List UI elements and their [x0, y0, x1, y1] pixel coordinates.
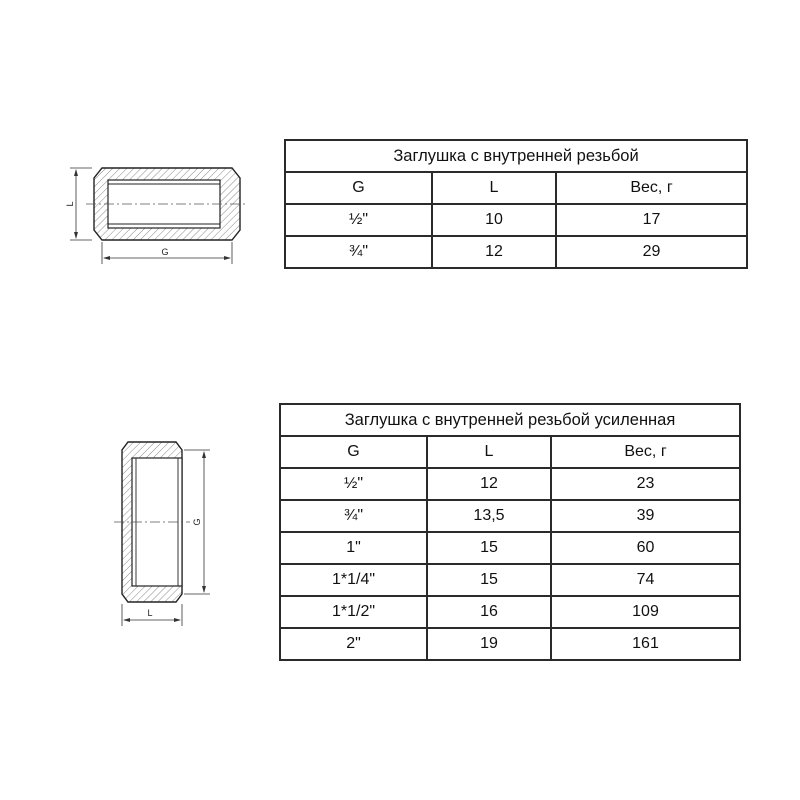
cell-weight: 74 [551, 564, 740, 596]
dimension-label-g: G [161, 247, 169, 257]
cell-l: 19 [427, 628, 551, 660]
table-row [280, 596, 740, 628]
table-title-row [280, 404, 740, 436]
cell-l: 12 [427, 468, 551, 500]
column-header-weight: Вес, г [556, 172, 747, 204]
table-title-row [285, 140, 747, 172]
cell-weight: 23 [551, 468, 740, 500]
table-title: Заглушка с внутренней резьбой усиленная [280, 404, 740, 436]
column-header-weight: Вес, г [551, 436, 740, 468]
cap-technical-drawing [60, 150, 250, 270]
cell-weight: 39 [551, 500, 740, 532]
cell-l: 10 [432, 204, 556, 236]
table-row [280, 500, 740, 532]
table-row [280, 628, 740, 660]
table-row [285, 236, 747, 268]
cell-g: ¾" [280, 500, 427, 532]
column-header-l: L [427, 436, 551, 468]
table-row [280, 468, 740, 500]
cell-g: ½" [280, 468, 427, 500]
reinforced-cap-technical-drawing [110, 430, 220, 630]
cell-g: 2" [280, 628, 427, 660]
cell-l: 16 [427, 596, 551, 628]
dimension-g [102, 242, 232, 264]
cap-body [86, 168, 248, 240]
table-row [285, 204, 747, 236]
cell-weight: 161 [551, 628, 740, 660]
cell-weight: 109 [551, 596, 740, 628]
dimension-l [122, 604, 182, 626]
cell-l: 12 [432, 236, 556, 268]
cell-g: ½" [285, 204, 432, 236]
cell-g: 1" [280, 532, 427, 564]
dimension-label-g: G [192, 518, 202, 526]
cell-weight: 17 [556, 204, 747, 236]
cell-g: 1*1/2" [280, 596, 427, 628]
cell-g: ¾" [285, 236, 432, 268]
cell-l: 15 [427, 564, 551, 596]
spec-table-standard [284, 139, 748, 269]
reinforced-cap-body [114, 442, 190, 602]
cell-weight: 60 [551, 532, 740, 564]
cell-weight: 29 [556, 236, 747, 268]
table-row [280, 532, 740, 564]
column-header-l: L [432, 172, 556, 204]
dimension-label-l: L [147, 608, 153, 618]
column-header-g: G [280, 436, 427, 468]
column-header-g: G [285, 172, 432, 204]
table-header-row [280, 436, 740, 468]
cell-l: 13,5 [427, 500, 551, 532]
table-row [280, 564, 740, 596]
dimension-label-l: L [65, 201, 75, 207]
table-header-row [285, 172, 747, 204]
table-title: Заглушка с внутренней резьбой [285, 140, 747, 172]
spec-table-reinforced [279, 403, 741, 661]
cell-l: 15 [427, 532, 551, 564]
cell-g: 1*1/4" [280, 564, 427, 596]
